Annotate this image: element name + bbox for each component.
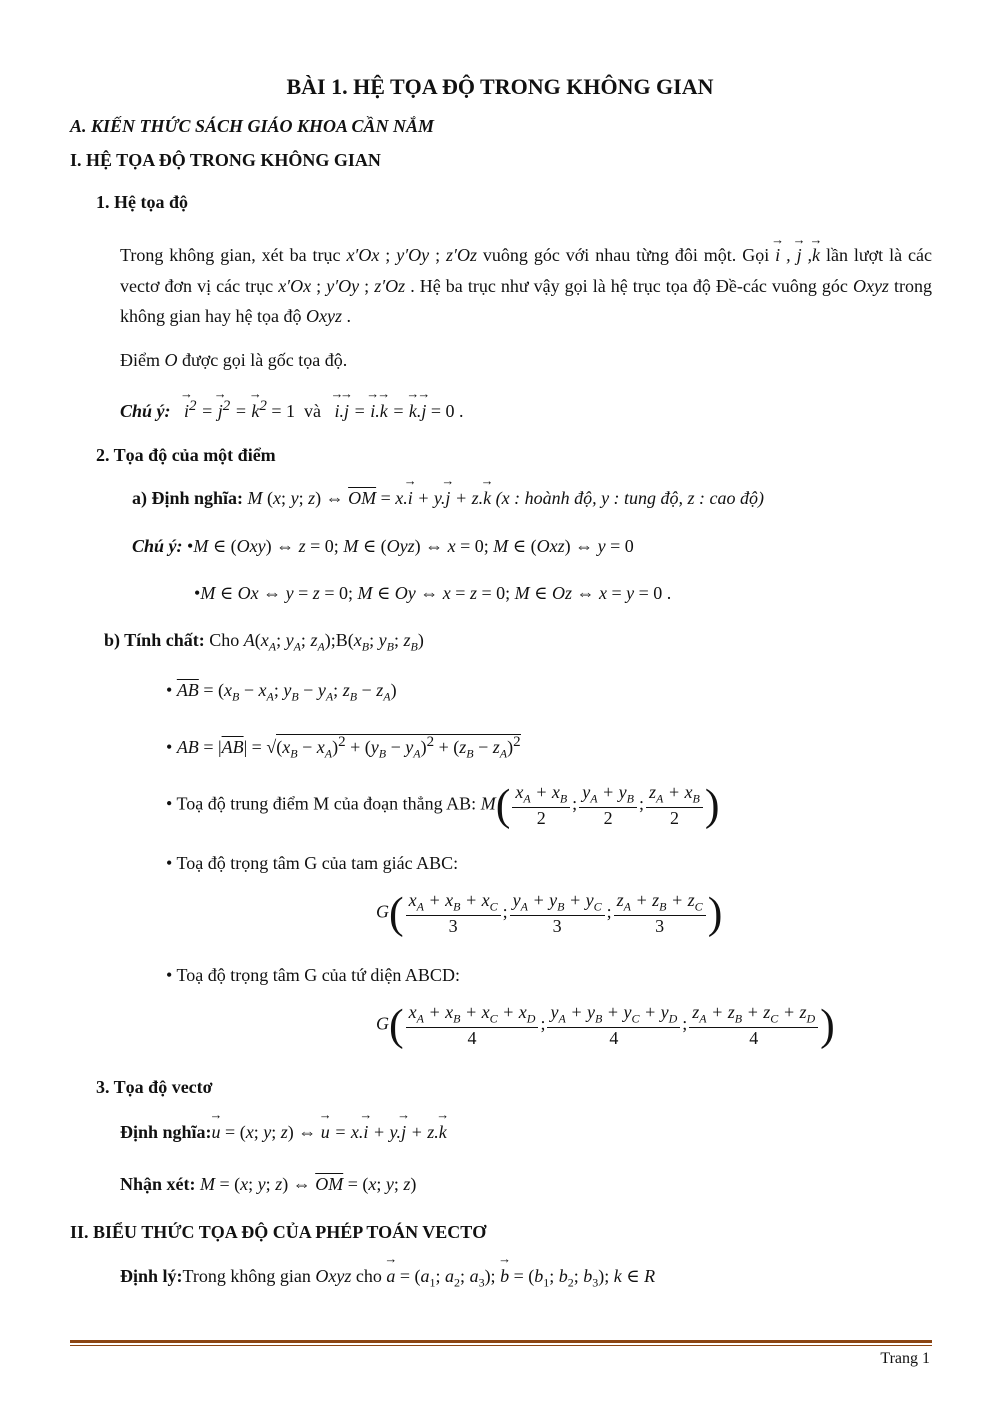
properties-intro: b) Tính chất: Cho $A(x_A$; $y_A$; $z_A);B(x_B$; $y_B$; $z_B$) xyxy=(104,630,424,654)
page-number: Trang 1 xyxy=(880,1350,930,1367)
subsection-2-heading: 2. Tọa độ của một điểm xyxy=(96,445,276,465)
footer-divider xyxy=(70,1340,932,1343)
point-definition: a) Định nghĩa: M (x; y; z) ⇔ $\overline{OM} = x.\to i + y.\to j + z.\to k$ (x : hoành độ, y : tung độ, z : cao độ) xyxy=(132,488,764,509)
note-axis-membership: •M ∈ Ox ⇔ y = z = 0; M ∈ Oy ⇔ x = z = 0; M ∈ Oz ⇔ x = y = 0 . xyxy=(194,583,672,603)
footer-divider-thin xyxy=(70,1345,932,1346)
vector-definition: Định nghĩa:→ u = (x; y; z) ⇔ → u = x.→ i + y.→ j + z.→ k xyxy=(120,1122,447,1143)
subsection-3-heading: 3. Tọa độ vectơ xyxy=(96,1077,213,1097)
formula-midpoint: • Toạ độ trung điểm M của đoạn thẳng AB: M( $\frac{x_A + x_B}{2}$ ; $\frac{y_A + y_B}{2}$ ; $\frac{z_A + x_B}{2}$ ) xyxy=(166,780,720,830)
section-ii-heading: II. BIỂU THỨC TỌA ĐỘ CỦA PHÉP TOÁN VECTƠ xyxy=(70,1222,487,1242)
page-title: BÀI 1. HỆ TỌA ĐỘ TRONG KHÔNG GIAN xyxy=(286,74,714,99)
centroid-triangle-label: • Toạ độ trọng tâm G của tam giác ABC: xyxy=(166,853,459,873)
formula-centroid-triangle: G( $\frac{x_A + x_B + x_C}{3}$ ; $\frac{y_A + y_B + y_C}{3}$ ; $\frac{z_A + z_B + z_C}{3}$ ) xyxy=(376,888,723,938)
note-unit-vectors: Chú ý: → $i^2$ = → $j^2$ = → $k^2 = 1$ và → i.→ j = → i.→ k = → k.→ j = 0 . xyxy=(120,398,464,422)
formula-vector-ab: • $\overline{AB} = (x_B - x_A$; $y_B - y_A$; $z_B - z_A$) xyxy=(166,680,397,704)
section-i-heading: I. HỆ TỌA ĐỘ TRONG KHÔNG GIAN xyxy=(70,150,381,170)
theorem-statement: Định lý:Trong không gian Oxyz cho → $a = (a_1$; $a_2$; $a_3$); → $b = (b_1$; $b_2$; $b_3$); k ∈ R xyxy=(120,1266,655,1291)
paragraph-origin: Điểm O được gọi là gốc tọa độ. xyxy=(120,350,348,370)
centroid-tetrahedron-label: • Toạ độ trọng tâm G của tứ diện ABCD: xyxy=(166,965,460,985)
subsection-1-heading: 1. Hệ tọa độ xyxy=(96,192,188,212)
section-a-heading: A. KIẾN THỨC SÁCH GIÁO KHOA CẦN NẮM xyxy=(70,116,435,136)
paragraph-coordinate-system: Trong không gian, xét ba trục x′Ox ; y′Oy ; z′Oz vuông góc với nhau từng đôi một. Gọi → i , → j ,→ k lần lượt là các vectơ đơn vị các trục x′Ox ; y′Oy ; z′Oz . Hệ ba trục như vậy gọi là hệ trục tọa độ Đề-các vuông góc Oxyz trong không gian hay hệ tọa độ Oxyz . xyxy=(120,240,932,332)
note-plane-membership: Chú ý: •M ∈ (Oxy) ⇔ z = 0; M ∈ (Oyz) ⇔ x = 0; M ∈ (Oxz) ⇔ y = 0 xyxy=(132,536,634,556)
vector-remark: Nhận xét: M = (x; y; z) ⇔ $\overline{OM} = (x$; y; z) xyxy=(120,1174,417,1194)
formula-distance-ab: • AB = $|\overline{AB}| = √(x_B - x_A)^2 + (y_B - y_A)^2 + (z_B - z_A)^2$ xyxy=(166,734,521,761)
formula-centroid-tetrahedron: G( $\frac{x_A + x_B + x_C + x_D}{4}$ ; $\frac{y_A + y_B + y_C + y_D}{4}$ ; $\frac{z_A + z_B + z_C + z_D}{4}$ ) xyxy=(376,1000,835,1050)
